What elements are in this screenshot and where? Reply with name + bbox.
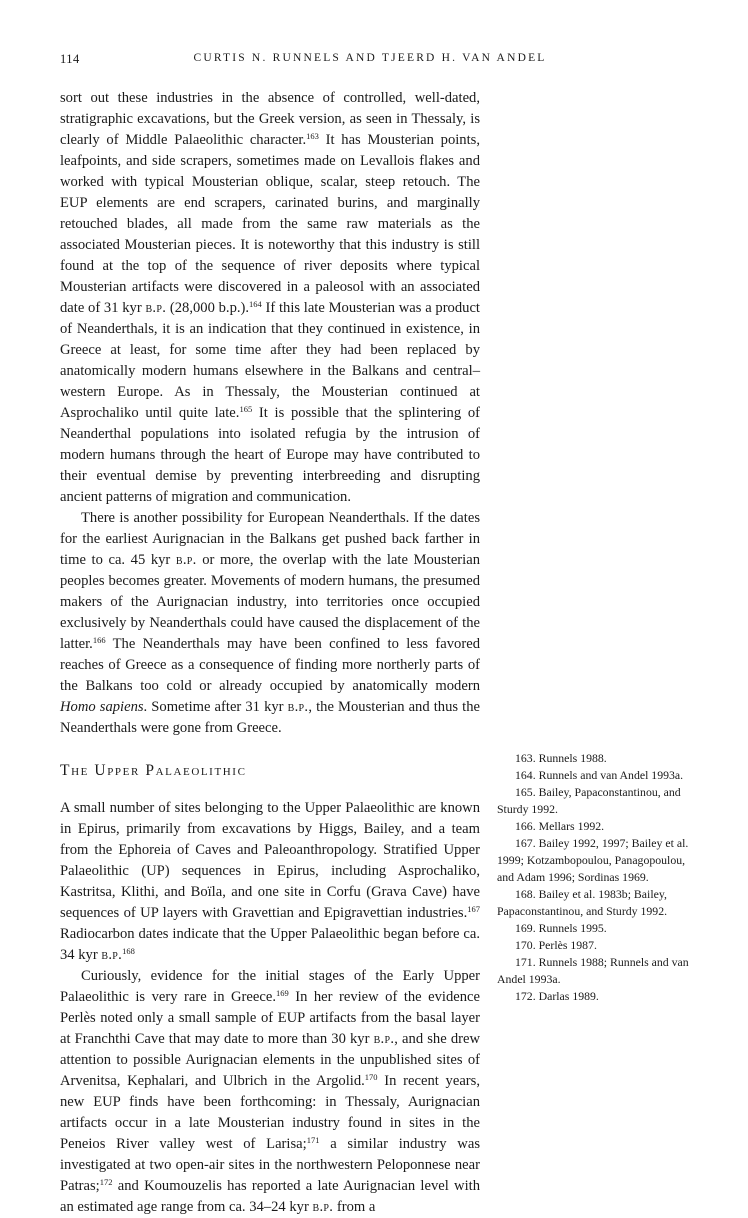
footnote-ref-166[interactable]: 166 [92, 635, 106, 645]
note-172: 172. Darlas 1989. [515, 989, 599, 1003]
footnote-ref-172[interactable]: 172 [99, 1177, 113, 1187]
note-164: 164. Runnels and van Andel 1993a. [515, 768, 684, 782]
note-168: 168. Bailey et al. 1983b; Bailey, Papaconstantinou, and Sturdy 1992. [497, 887, 668, 918]
paragraph-upper-palaeolithic-epirus: A small number of sites belonging to the Upper Palaeolithic are known in Epirus, primarily from excavations by Higgs, Bailey, and a team from the Ephoreia of Caves and Paleoanthropology. Stratified Upper Palaeolithic (UP) sequences in Epirus, including Asprochaliko, Kastritsa, Klithi, and Boïla, and one site in Corfu (Grava Cave) have sequences of UP layers with Gravettian and Epigravettian industries.$^{167}$ Radiocarbon dates indicate that the Upper Palaeolithic began before ca. 34 kyr b.p.$^{168}$ [60, 800, 480, 963]
running-head-authors: CURTIS N. RUNNELS AND TJEERD H. VAN ANDEL [193, 52, 547, 64]
note-167: 167. Bailey 1992, 1997; Bailey et al. 1999; Kotzambopoulou, Panagopoulou, and Adam 1996; Sordinas 1969. [497, 836, 689, 884]
footnote-ref-171[interactable]: 171 [306, 1135, 320, 1145]
footnote-ref-165[interactable]: 165 [239, 404, 253, 414]
note-163: 163. Runnels 1988. [515, 751, 607, 765]
footnote-ref-167[interactable]: 167 [467, 904, 480, 914]
sidenotes-column [497, 750, 695, 1005]
note-171: 171. Runnels 1988; Runnels and van Andel 1993a. [497, 955, 689, 986]
section-heading-upper-palaeolithic: The Upper Palaeolithic [60, 762, 247, 779]
footnote-ref-169[interactable]: 169 [275, 988, 289, 998]
main-text-column [60, 88, 480, 1218]
paragraph-mousterian-thessaly: sort out these industries in the absence of controlled, well-dated, stratigraphic excavations, but the Greek version, as seen in Thessaly, is clearly of Middle Palaeolithic character.$^{163}$ It has Mousterian points, leafpoints, and side scrapers, sometimes made on Levallois flakes and worked with typical Mousterian oblique, scalar, steep retouch. The EUP elements are end scrapers, carinated burins, and marginally retouched blades, all made from the same raw materials as the associated Mousterian pieces. It is noteworthy that this industry is still found at the top of the sequence of river deposits where typical Mousterian artifacts were discovered in a paleosol with an associated date of 31 kyr b.p. (28,000 b.p.).$^{164}$ If this late Mousterian was a product of Neanderthals, it is an indication that they continued in existence, in Greece at least, for some time after they had been replaced by anatomically modern humans elsewhere in the Balkans and central–western Europe. As in Thessaly, the Mousterian continued at Asprochaliko until quite late.$^{165}$ It is possible that the splintering of Neanderthal populations into isolated refugia by the intrusion of modern humans through the heart of Europe may have contributed to their eventual demise by preventing interbreeding and disrupting ancient patterns of migration and communication. [60, 90, 480, 505]
note-169: 169. Runnels 1995. [515, 921, 607, 935]
footnote-ref-170[interactable]: 170 [364, 1072, 378, 1082]
note-170: 170. Perlès 1987. [515, 938, 597, 952]
note-165: 165. Bailey, Papaconstantinou, and Sturdy 1992. [497, 785, 681, 816]
page-number: 114 [60, 52, 80, 66]
footnote-ref-168[interactable]: 168 [122, 946, 135, 956]
paragraph-early-upper-palaeolithic: Curiously, evidence for the initial stages of the Early Upper Palaeolithic is very rare in Greece.$^{169}$ In her review of the evidence Perlès noted only a small sample of EUP artifacts from the basal layer at Franchthi Cave that may date to more than 30 kyr b.p., and she drew attention to possible Aurignacian elements in the unpublished sites of Arvenitsa, Kephalari, and Ulbrich in the Argolid.$^{170}$ In recent years, new EUP finds have been forthcoming: in Thessaly, Aurignacian artifacts occur in a late Mousterian industry found in sites in the Peneios River valley west of Larisa;$^{171}$ a similar industry was investigated at two open-air sites in the northwestern Peloponnese near Patras;$^{172}$ and Koumouzelis has reported a late Aurignacian level with an estimated age range from ca. 34–24 kyr b.p. from a [60, 968, 480, 1215]
footnote-ref-163[interactable]: 163 [306, 131, 319, 141]
running-head [60, 52, 680, 72]
footnote-ref-164[interactable]: 164 [249, 299, 262, 309]
paragraph-neanderthal-possibility: There is another possibility for European Neanderthals. If the dates for the earliest Aurignacian in the Balkans get pushed back farther in time to ca. 45 kyr b.p. or more, the overlap with the late Mousterian peoples becomes greater. Movements of modern humans, the presumed makers of the Aurignacian industry, into territories once occupied exclusively by Neanderthals could have caused the displacement of the latter.$^{166}$ The Neanderthals may have been confined to less favored reaches of Greece as a consequence of finding more northerly parts of the Balkans too cold or already occupied by anatomically modern Homo sapiens. Sometime after 31 kyr b.p., the Mousterian and thus the Neanderthals were gone from Greece. [60, 510, 480, 736]
note-166: 166. Mellars 1992. [515, 819, 605, 833]
